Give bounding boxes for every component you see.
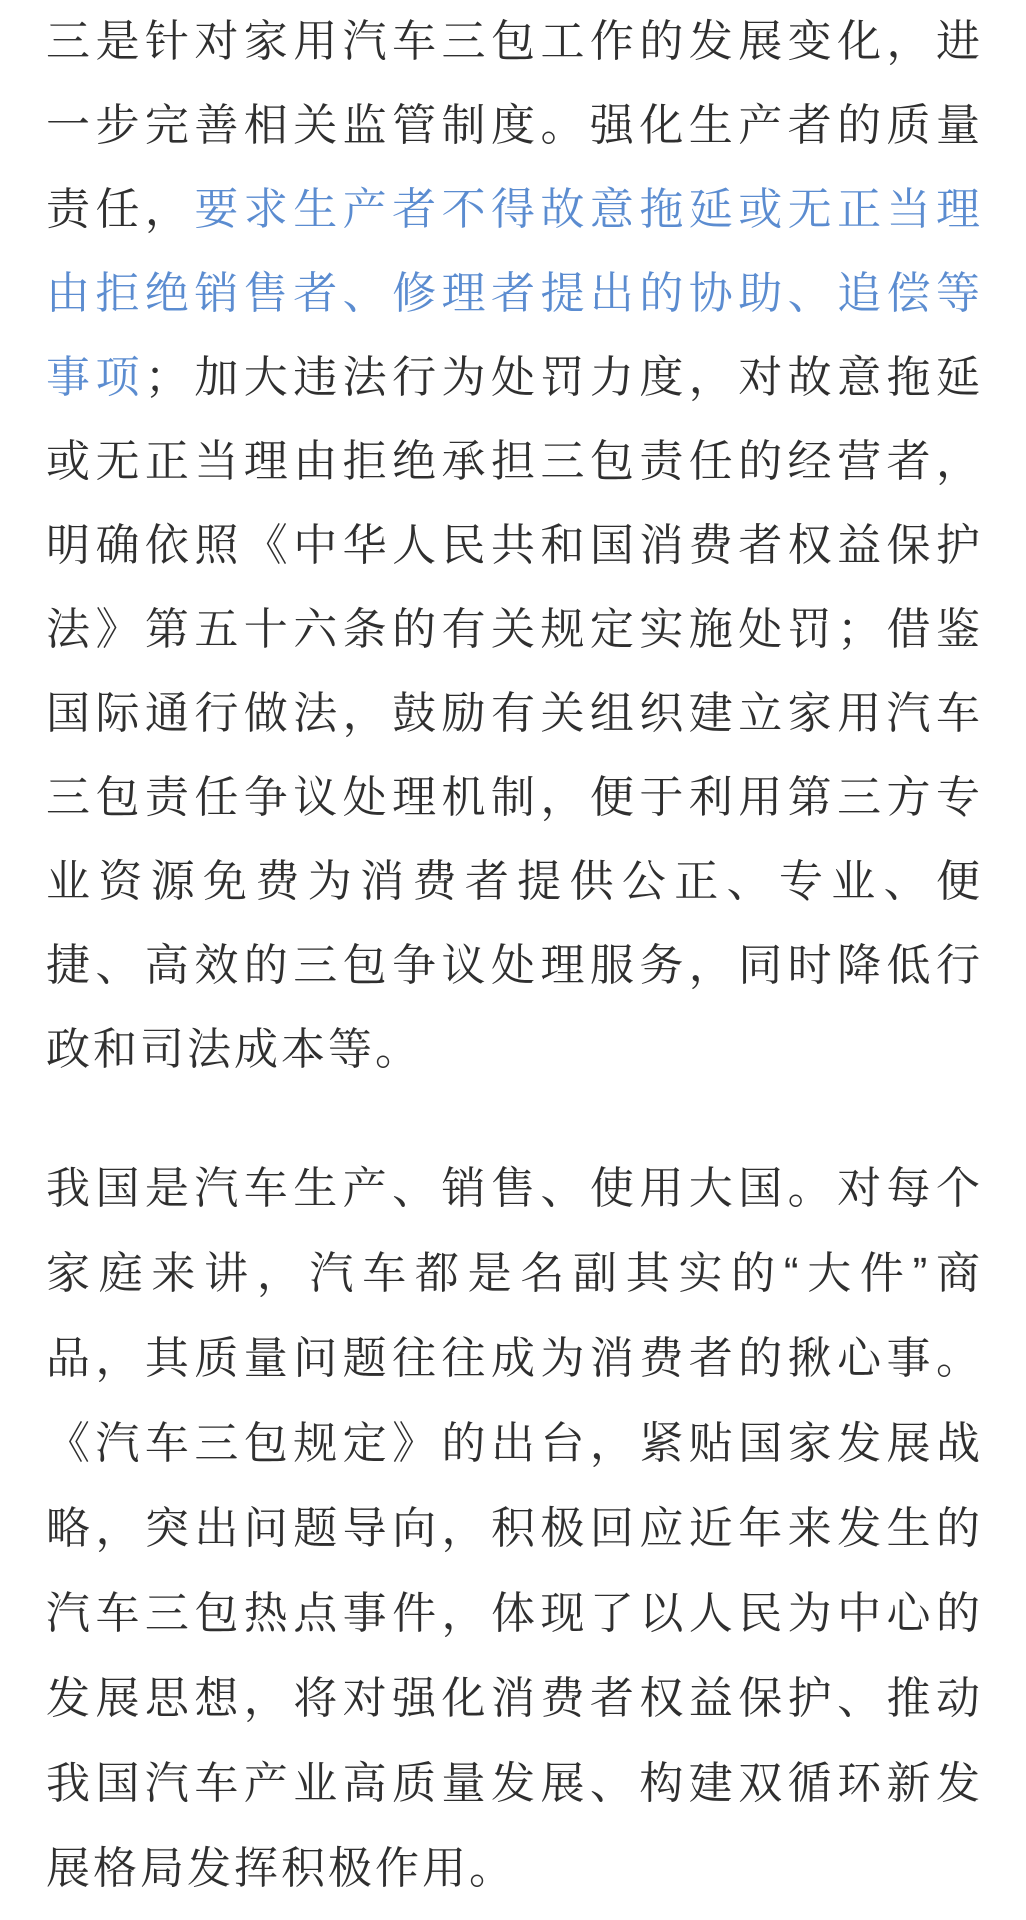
text-line (46, 168, 980, 252)
body-text: 责任， (46, 185, 195, 234)
text-line (46, 924, 980, 1008)
text-line (46, 1146, 980, 1231)
body-text: 家庭来讲，汽车都是名副其实的“大件”商 (46, 1249, 980, 1298)
body-text: 政和司法成本等。 (46, 1025, 422, 1074)
body-text: 品，其质量问题往往成为消费者的揪心事。 (46, 1334, 980, 1383)
text-line (46, 1231, 980, 1316)
body-text: 发展思想，将对强化消费者权益保护、推动 (46, 1674, 980, 1723)
highlighted-text: 要求生产者不得故意拖延或无正当理 (194, 185, 981, 234)
body-text: 展格局发挥积极作用。 (46, 1844, 516, 1893)
text-line (46, 420, 980, 504)
body-text: 《汽车三包规定》的出台，紧贴国家发展战 (46, 1419, 980, 1468)
text-line (46, 1656, 980, 1741)
text-line (46, 1008, 980, 1092)
text-line (46, 1401, 980, 1486)
paragraph (46, 1146, 980, 1911)
text-line (46, 1316, 980, 1401)
body-text: ；加大违法行为处罚力度，对故意拖延 (144, 353, 981, 402)
body-text: 或无正当理由拒绝承担三包责任的经营者， (46, 437, 980, 486)
body-text: 三包责任争议处理机制，便于利用第三方专 (46, 773, 980, 822)
highlighted-text: 事项 (46, 353, 145, 402)
body-text: 我国汽车产业高质量发展、构建双循环新发 (46, 1759, 980, 1808)
text-line (46, 588, 980, 672)
text-line (46, 1741, 980, 1826)
text-line (46, 252, 980, 336)
text-line (46, 840, 980, 924)
body-text: 一步完善相关监管制度。强化生产者的质量 (46, 101, 980, 150)
paragraph (46, 0, 980, 1092)
body-text: 我国是汽车生产、销售、使用大国。对每个 (46, 1164, 980, 1213)
text-line (46, 1826, 980, 1911)
body-text: 国际通行做法，鼓励有关组织建立家用汽车 (46, 689, 980, 738)
text-line (46, 0, 980, 84)
body-text: 明确依照《中华人民共和国消费者权益保护 (46, 521, 980, 570)
body-text: 业资源免费为消费者提供公正、专业、便 (46, 857, 980, 906)
highlighted-text: 由拒绝销售者、修理者提出的协助、追偿等 (46, 269, 980, 318)
body-text: 法》第五十六条的有关规定实施处罚；借鉴 (46, 605, 980, 654)
text-line (46, 672, 980, 756)
text-line (46, 504, 980, 588)
text-line (46, 756, 980, 840)
text-line (46, 1486, 980, 1571)
body-text: 捷、高效的三包争议处理服务，同时降低行 (46, 941, 980, 990)
body-text: 略，突出问题导向，积极回应近年来发生的 (46, 1504, 980, 1553)
text-line (46, 1571, 980, 1656)
text-line (46, 84, 980, 168)
text-line (46, 336, 980, 420)
body-text: 汽车三包热点事件，体现了以人民为中心的 (46, 1589, 980, 1638)
body-text: 三是针对家用汽车三包工作的发展变化，进 (46, 17, 980, 66)
